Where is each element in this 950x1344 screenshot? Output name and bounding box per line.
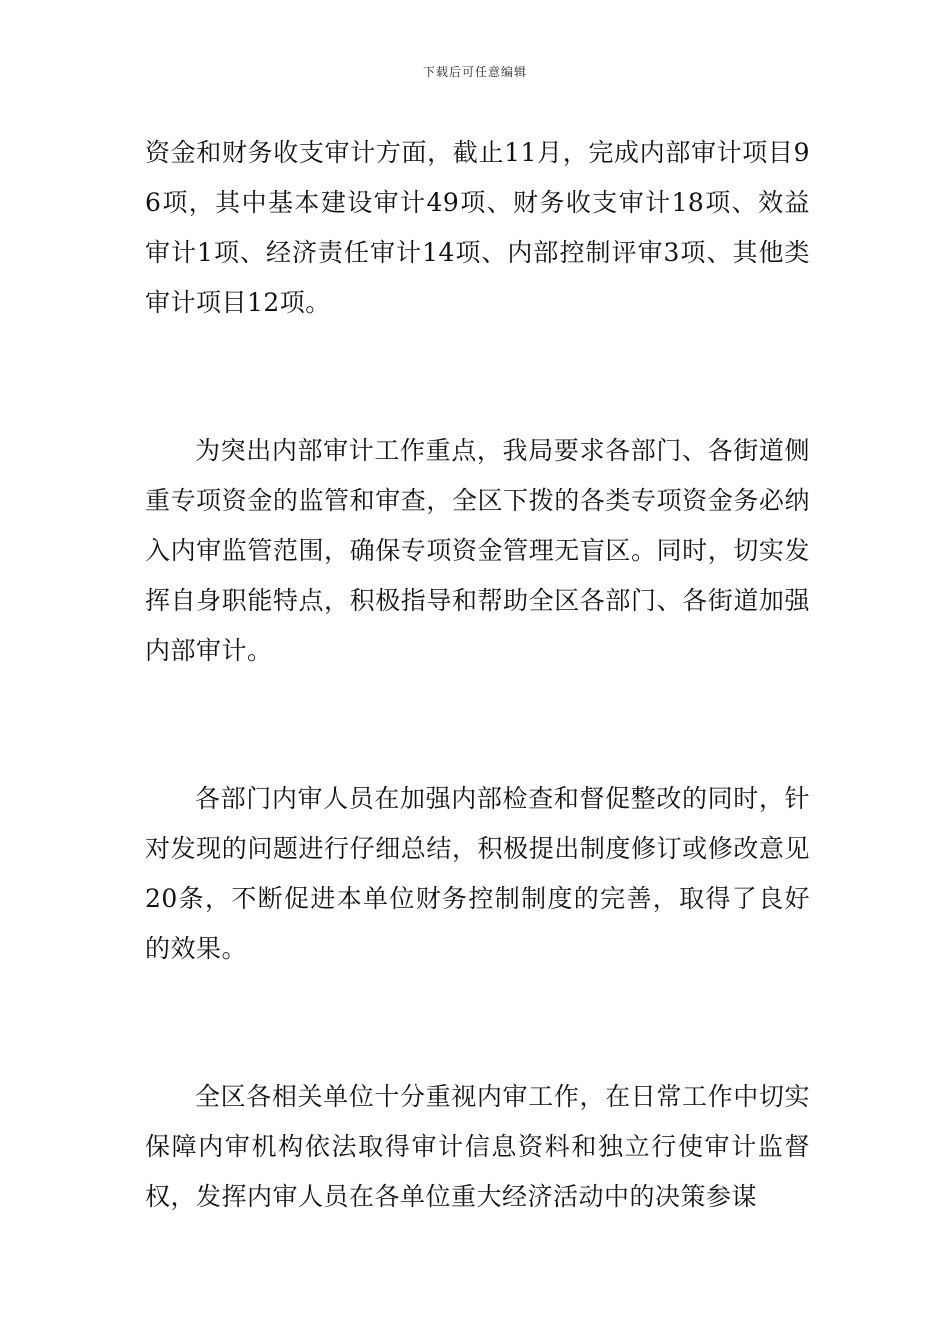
paragraph-2: 为突出内部审计工作重点，我局要求各部门、各街道侧重专项资金的监管和审查，全区下拨的各类专项资金务必纳入内审监管范围，确保专项资金管理无盲区。同时，切实发挥自身职能特点，积极指导和帮助全区各部门、各街道加强内部审计。 bbox=[145, 436, 810, 665]
paragraph-1: 资金和财务收支审计方面，截止11月，完成内部审计项目96项，其中基本建设审计49项、财务收支审计18项、效益审计1项、经济责任审计14项、内部控制评审3项、其他类审计项目12项。 bbox=[145, 138, 810, 317]
paragraph-3: 各部门内审人员在加强内部检查和督促整改的同时，针对发现的问题进行仔细总结，积极提出制度修订或修改意见20条，不断促进本单位财务控制制度的完善，取得了良好的效果。 bbox=[145, 784, 810, 963]
page-header: 下载后可任意编辑 bbox=[422, 65, 527, 79]
paragraph-gap bbox=[145, 676, 810, 774]
paragraph-gap bbox=[145, 328, 810, 426]
document-body bbox=[145, 128, 810, 1222]
paragraph-4: 全区各相关单位十分重视内审工作，在日常工作中切实保障内审机构依法取得审计信息资料和独立行使审计监督权，发挥内审人员在各单位重大经济活动中的决策参谋 bbox=[145, 1082, 810, 1211]
paragraph-gap bbox=[145, 974, 810, 1072]
